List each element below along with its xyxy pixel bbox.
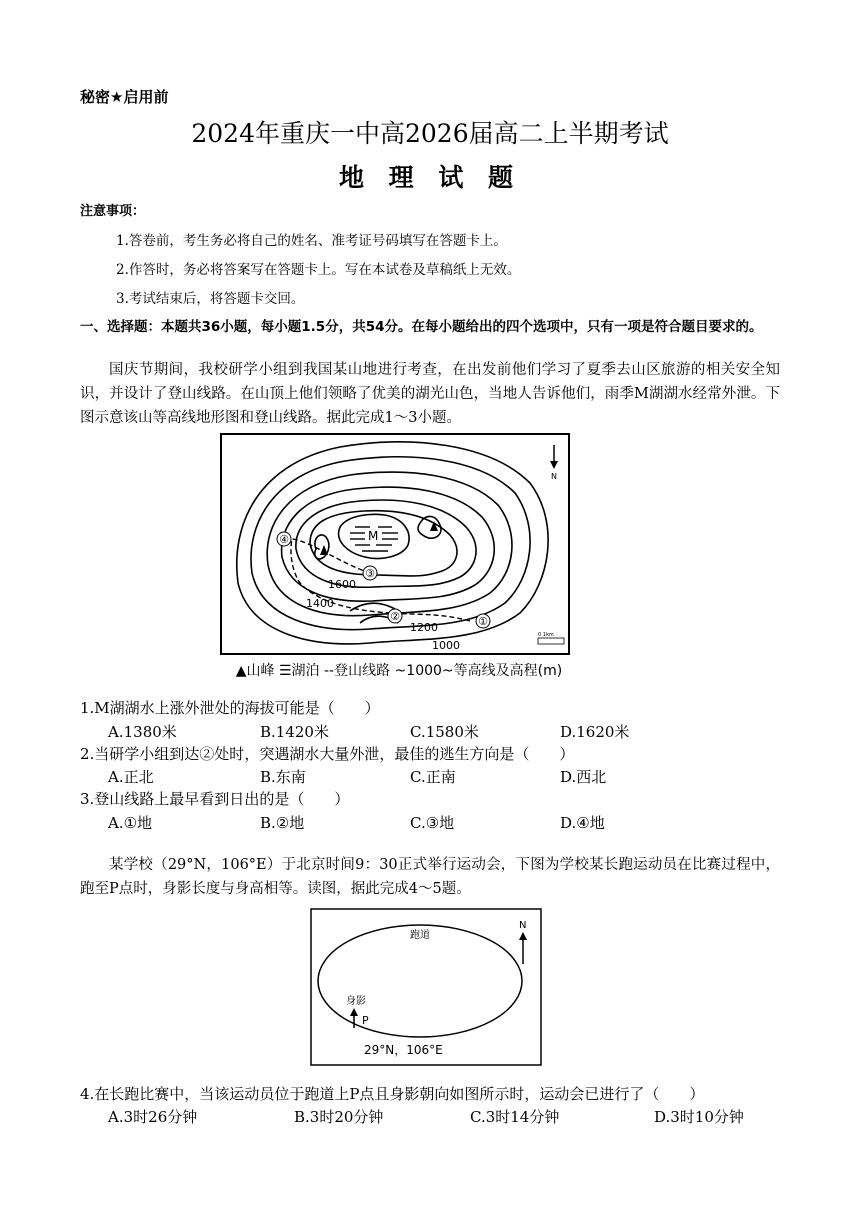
option: C.3时14分钟: [470, 1108, 560, 1126]
option: C.1580米: [410, 723, 479, 741]
notice-item: 2.作答时，务必将答案写在答题卡上。写在本试卷及草稿纸上无效。: [116, 262, 521, 278]
option: B.②地: [260, 814, 305, 832]
subject-title: 地 理 试 题: [338, 163, 522, 192]
notice-item: 3.考试结束后，将答题卡交回。: [116, 291, 305, 307]
contour-label: 1000: [432, 639, 460, 652]
shadow-label: 身影: [346, 996, 366, 1007]
section-heading: 一、选择题：本题共36小题，每小题1.5分，共54分。在每小题给出的四个选项中，只有一项是符合题目要求的。: [80, 319, 763, 335]
question-stem: 4.在长跑比赛中，当该运动员位于跑道上P点且身影朝向如图所示时，运动会已进行了（ ）: [80, 1085, 705, 1103]
contour-label: 1600: [328, 578, 356, 591]
option: A.1380米: [108, 723, 177, 741]
contour-map: [220, 433, 570, 655]
option: C.③地: [410, 814, 455, 832]
coords-label: 29°N，106°E: [364, 1043, 443, 1057]
north-label: N: [551, 472, 557, 481]
question-stem: 3.登山线路上最早看到日出的是（ ）: [80, 790, 350, 808]
question-options: [108, 721, 798, 742]
option: C.正南: [410, 768, 456, 786]
passage-2: 某学校（29°N，106°E）于北京时间9：30正式举行运动会，下图为学校某长跑运动员在比赛过程中，跑至P点时，身影长度与身高相等。读图，据此完成4～5题。: [80, 857, 780, 897]
contour-label: 1200: [410, 621, 438, 634]
option: D.西北: [560, 768, 607, 786]
option: D.3时10分钟: [654, 1108, 744, 1126]
option: B.东南: [260, 768, 306, 786]
contour-label: 1400: [306, 597, 334, 610]
question-options: [108, 1106, 798, 1127]
option: A.①地: [108, 814, 153, 832]
north-label: N: [519, 920, 527, 931]
track-label: 跑道: [410, 930, 430, 941]
exam-title: 2024年重庆一中高2026届高二上半期考试: [191, 119, 669, 148]
point-label: ③: [365, 567, 375, 580]
map-legend: ▲山峰 ☰湖泊 --登山线路 ~1000~等高线及高程(m): [235, 663, 563, 679]
point-label: ②: [390, 610, 400, 623]
question-options: [108, 766, 798, 787]
scale-label: 0 1km: [538, 632, 554, 638]
confidential-mark: 秘密★启用前: [80, 88, 169, 106]
track-diagram: [310, 908, 542, 1066]
point-label: ④: [279, 533, 289, 546]
option: B.3时20分钟: [294, 1108, 384, 1126]
point-label: ①: [478, 615, 488, 628]
option: B.1420米: [260, 723, 329, 741]
notice-item: 1.答卷前，考生务必将自己的姓名、准考证号码填写在答题卡上。: [116, 233, 507, 249]
scale-bar: [538, 638, 564, 644]
question-stem: 2.当研学小组到达②处时，突遇湖水大量外泄，最佳的逃生方向是（ ）: [80, 745, 575, 763]
passage-1: 国庆节期间，我校研学小组到我国某山地进行考查，在出发前他们学习了夏季去山区旅游的相关安全知识，并设计了登山线路。在山顶上他们领略了优美的湖光山色，当地人告诉他们，雨季M湖湖水经常外泄。下图示意该山等高线地形图和登山线路。据此完成1～3小题。: [80, 362, 780, 426]
option: D.1620米: [560, 723, 630, 741]
lake-label: M: [368, 529, 379, 543]
point-p-label: P: [362, 1014, 369, 1027]
question-stem: 1.M湖湖水上涨外泄处的海拔可能是（ ）: [80, 699, 380, 717]
option: D.④地: [560, 814, 605, 832]
option: A.正北: [108, 768, 154, 786]
notice-heading: 注意事项：: [80, 204, 146, 219]
question-options: [108, 812, 798, 833]
option: A.3时26分钟: [108, 1108, 198, 1126]
